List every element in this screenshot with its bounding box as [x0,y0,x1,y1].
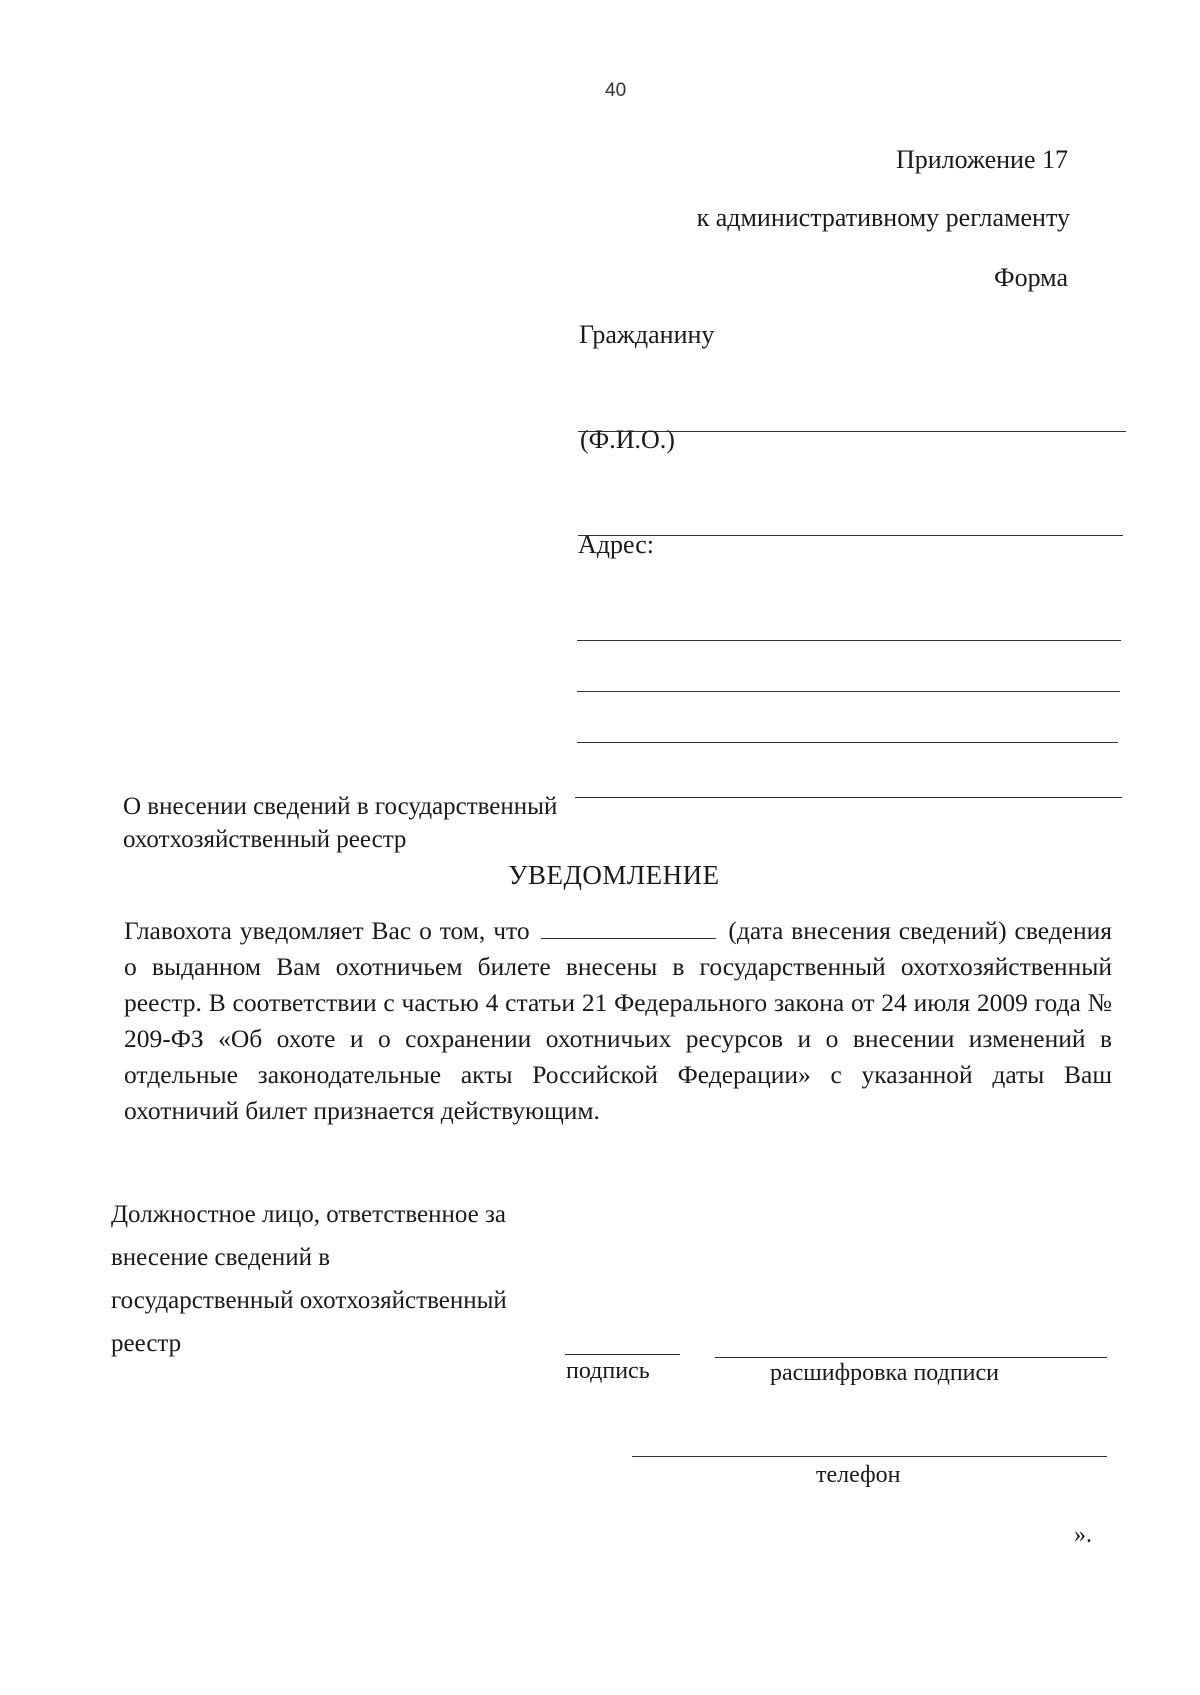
closing-quote: ». [1074,1522,1092,1548]
subject-line-2: охотхозяйственный реестр [123,826,407,853]
address-top-line [578,535,1123,536]
address-line-3 [577,742,1118,743]
official-line-2: внесение сведений в [111,1244,331,1271]
body-text-start: Главохота уведомляет Вас о том, что [124,916,530,945]
document-title: УВЕДОМЛЕНИЕ [508,860,720,890]
fio-caption: (Ф.И.О.) [580,425,675,454]
page-number: 40 [605,80,627,101]
official-block [111,1193,507,1365]
signature-decode-line [715,1357,1107,1358]
official-line-1: Должностное лицо, ответственное за [111,1201,506,1228]
body-text-rest: (дата внесения сведений) сведения о выданном Вам охотничьем билете внесены в государственный охотхозяйственный реестр. В соответствии с частью 4 статьи 21 Федерального закона от 24 июля 2009 года № 209-ФЗ «Об охоте и о сохранении охотничьих ресурсов и о внесении изменений в отдельные законодательные акты Российской Федерации» с указанной даты Ваш охотничий билет признается действующим. [124,916,1113,1125]
signature-line [565,1354,680,1355]
address-label: Адрес: [578,530,654,559]
date-blank-field [541,916,716,939]
subject [123,790,557,856]
address-line-1 [577,640,1121,641]
phone-line [632,1456,1107,1457]
phone-caption: телефон [816,1462,901,1488]
address-line-2 [577,691,1120,692]
notice-body [124,913,1112,1129]
official-line-4: реестр [111,1330,182,1357]
address-line-4 [575,797,1122,798]
signature-decode-caption: расшифровка подписи [770,1360,1000,1386]
recipient-label: Гражданину [579,320,715,349]
form-label: Форма [994,263,1068,292]
reglament-label: к административному регламенту [696,203,1070,232]
subject-line-1: О внесении сведений в государственный [123,793,558,820]
official-line-3: государственный охотхозяйственный [111,1287,507,1314]
attachment-label: Приложение 17 [895,145,1068,174]
signature-caption: подпись [566,1358,650,1384]
